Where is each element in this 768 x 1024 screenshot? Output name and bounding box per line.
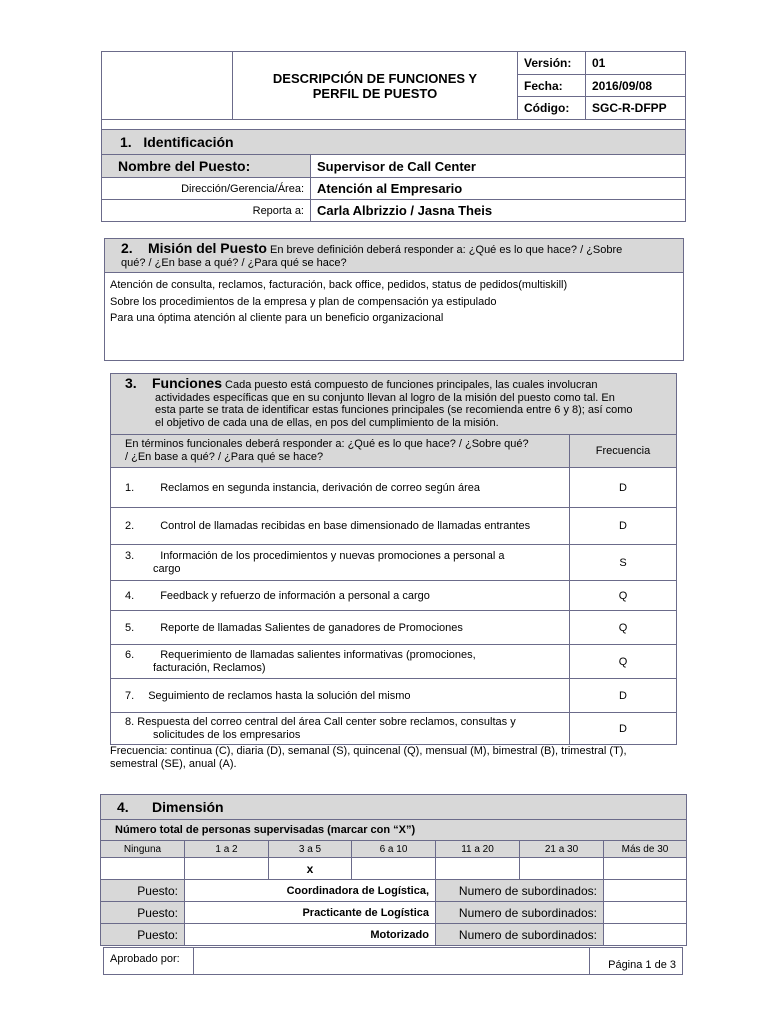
mission-body — [105, 273, 683, 331]
function-row: 6. Requerimiento de llamadas salientes informativas (promociones, facturación, Reclamos) Q — [111, 645, 677, 679]
function-text: Control de llamadas recibidas en base dimensionado de llamadas entrantes — [160, 520, 531, 532]
approved-by-field[interactable] — [194, 948, 590, 975]
dimension-header: 4. Dimensión — [101, 795, 687, 820]
subordinates-label: Numero de subordinados: — [436, 880, 604, 902]
mark-cell[interactable] — [352, 858, 436, 880]
function-frequency: S — [570, 545, 677, 581]
identification-table — [101, 129, 686, 222]
subordinates-value[interactable] — [604, 924, 687, 946]
function-text: Reclamos en segunda instancia, derivación de correo según área — [160, 481, 480, 494]
date-value: 2016/09/08 — [586, 75, 686, 97]
identification-header: 1. Identificación — [102, 130, 686, 155]
range-21-30: 21 a 30 — [520, 841, 604, 858]
function-frequency: D — [570, 508, 677, 545]
function-frequency: Q — [570, 645, 677, 679]
range-mas-30: Más de 30 — [604, 841, 687, 858]
range-6-10: 6 a 10 — [352, 841, 436, 858]
subordinates-label: Numero de subordinados: — [436, 902, 604, 924]
mark-cell[interactable] — [101, 858, 185, 880]
header-table — [101, 51, 686, 120]
date-label: Fecha: — [518, 75, 586, 97]
function-text: Feedback y refuerzo de información a personal a cargo — [160, 589, 430, 602]
subordinates-label: Numero de subordinados: — [436, 924, 604, 946]
area-value: Atención al Empresario — [311, 178, 686, 200]
dimension-table — [100, 794, 687, 946]
post-label: Puesto: — [101, 880, 185, 902]
mark-cell[interactable] — [520, 858, 604, 880]
function-row: 7. Seguimiento de reclamos hasta la solución del mismo D — [111, 679, 677, 713]
mission-line: Atención de consulta, reclamos, facturación, back office, pedidos, status de pedidos(multiskill) — [110, 279, 568, 291]
mark-cell[interactable] — [604, 858, 687, 880]
function-text: Información de los procedimientos y nuevas promociones a personal a — [160, 549, 505, 562]
job-name-value: Supervisor de Call Center — [311, 155, 686, 178]
post-label: Puesto: — [101, 924, 185, 946]
range-ninguna: Ninguna — [101, 841, 185, 858]
function-row: 2. Control de llamadas recibidas en base dimensionado de llamadas entrantes D — [111, 508, 677, 545]
range-3-5: 3 a 5 — [269, 841, 352, 858]
approved-by-label: Aprobado por: — [104, 948, 194, 975]
function-row: 8. Respuesta del correo central del área Call center sobre reclamos, consultas y solicitudes de los empresarios D — [111, 713, 677, 745]
function-frequency: Q — [570, 611, 677, 645]
function-row: 3. Información de los procedimientos y nuevas promociones a personal a cargo S — [111, 545, 677, 581]
functions-table — [110, 373, 677, 745]
mission-instruction: En breve definición deberá responder a: ¿Qué es lo que hace? / ¿Sobre — [270, 244, 623, 256]
function-text: Reporte de llamadas Salientes de ganadores de Promociones — [160, 621, 463, 634]
post-label: Puesto: — [101, 902, 185, 924]
subordinates-value[interactable] — [604, 902, 687, 924]
post-row — [101, 880, 687, 902]
frequency-legend: Frecuencia: continua (C), diaria (D), semanal (S), quincenal (Q), mensual (M), bimestral (B), trimestral (T), semestral (SE), anual (A). — [110, 745, 627, 770]
document-title: DESCRIPCIÓN DE FUNCIONES Y PERFIL DE PUESTO — [233, 52, 518, 120]
function-text: Seguimiento de reclamos hasta la solución del mismo — [148, 689, 411, 702]
range-1-2: 1 a 2 — [185, 841, 269, 858]
page-number: Página 1 de 3 — [590, 948, 683, 975]
subordinates-value[interactable] — [604, 880, 687, 902]
function-frequency: Q — [570, 581, 677, 611]
code-value: SGC-R-DFPP — [586, 97, 686, 120]
mission-header: 2. Misión del Puesto En breve definición deberá responder a: ¿Qué es lo que hace? / ¿Sobre qué? / ¿En base a qué? / ¿Para qué se hace? — [105, 239, 683, 273]
logo-cell — [102, 52, 233, 120]
post-row — [101, 924, 687, 946]
mission-section — [104, 238, 684, 361]
function-row: 5. Reporte de llamadas Salientes de ganadores de Promociones Q — [111, 611, 677, 645]
reports-to-label: Reporta a: — [102, 200, 311, 222]
area-label: Dirección/Gerencia/Área: — [102, 178, 311, 200]
mark-cell[interactable]: x — [269, 858, 352, 880]
version-label: Versión: — [518, 52, 586, 75]
functions-question: En términos funcionales deberá responder a: ¿Qué es lo que hace? / ¿Sobre qué? / ¿En base a qué? / ¿Para qué se hace? — [111, 435, 570, 468]
functions-header: 3. Funciones Cada puesto está compuesto de funciones principales, las cuales involucran actividades específicas que en su conjunto llevan al logro de la misión del puesto como tal. En esta parte se trata de identificar estas funciones principales (se recomienda entre 6 y 8); así como el objetivo de cada una de ellas, en pos del cumplimiento de la misión. — [111, 374, 677, 435]
post-name: Practicante de Logística — [185, 902, 436, 924]
function-frequency: D — [570, 679, 677, 713]
frequency-header: Frecuencia — [570, 435, 677, 468]
post-row — [101, 902, 687, 924]
reports-to-value: Carla Albrizzio / Jasna Theis — [311, 200, 686, 222]
function-frequency: D — [570, 713, 677, 745]
identification-spacer — [101, 119, 686, 129]
mark-cell[interactable] — [185, 858, 269, 880]
range-11-20: 11 a 20 — [436, 841, 520, 858]
mission-instruction-2: qué? / ¿En base a qué? / ¿Para qué se hace? — [121, 257, 347, 269]
post-name: Motorizado — [185, 924, 436, 946]
mark-row — [101, 858, 687, 880]
version-value: 01 — [586, 52, 686, 75]
post-name: Coordinadora de Logística, — [185, 880, 436, 902]
mission-line: Sobre los procedimientos de la empresa y plan de compensación ya estipulado — [110, 295, 497, 308]
function-frequency: D — [570, 468, 677, 508]
function-text: Requerimiento de llamadas salientes informativas (promociones, — [160, 648, 476, 661]
function-text: Respuesta del correo central del área Call center sobre reclamos, consultas y — [137, 716, 516, 728]
dimension-subtitle: Número total de personas supervisadas (marcar con “X”) — [101, 820, 687, 841]
function-row: 1. Reclamos en segunda instancia, derivación de correo según área D — [111, 468, 677, 508]
mark-cell[interactable] — [436, 858, 520, 880]
job-name-label: Nombre del Puesto: — [102, 155, 311, 178]
footer-table — [103, 947, 683, 975]
code-label: Código: — [518, 97, 586, 120]
function-row: 4. Feedback y refuerzo de información a personal a cargo Q — [111, 581, 677, 611]
mission-line: Para una óptima atención al cliente para un beneficio organizacional — [110, 312, 444, 324]
